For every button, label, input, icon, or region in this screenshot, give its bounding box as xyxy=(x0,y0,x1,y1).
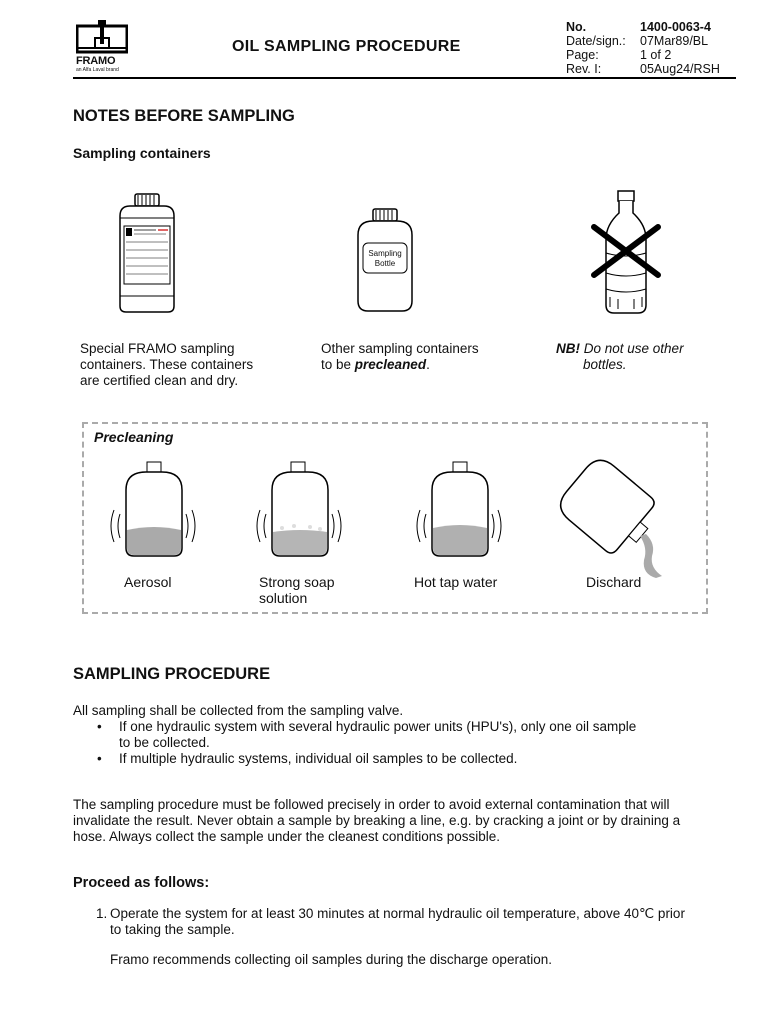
sampling-containers-heading: Sampling containers xyxy=(73,145,211,161)
aerosol-shake-illustration xyxy=(102,460,204,560)
document-info-table xyxy=(566,20,730,76)
bullet-line: to be collected. xyxy=(119,735,210,750)
step-1-note: Framo recommends collecting oil samples during the discharge operation. xyxy=(110,952,552,967)
revision-row xyxy=(566,62,730,76)
step-line: Operate the system for at least 30 minutes at normal hydraulic oil temperature, above 40℃ prior xyxy=(110,906,685,921)
date-sign-label: Date/sign.: xyxy=(566,34,626,48)
document-title: OIL SAMPLING PROCEDURE xyxy=(232,38,461,55)
step-caption-soap xyxy=(259,574,335,606)
crossed-out-bottle-icon xyxy=(588,189,664,317)
list-item xyxy=(73,719,713,751)
other-container-caption xyxy=(321,341,479,373)
paragraph-line: hose. Always collect the sample under the cleanest conditions possible. xyxy=(73,829,500,844)
bullet-line: • If one hydraulic system with several hydraulic power units (HPU's), only one oil sample xyxy=(119,719,637,734)
page-row xyxy=(566,48,730,62)
bullet-line: • If multiple hydraulic systems, individual oil samples to be collected. xyxy=(119,751,518,766)
other-caption-line: Other sampling containers xyxy=(321,341,479,356)
other-caption-post: . xyxy=(426,357,430,372)
discharge-bottle-illustration xyxy=(560,452,672,584)
step-1-text xyxy=(110,906,730,938)
sampling-procedure-heading: SAMPLING PROCEDURE xyxy=(73,665,271,683)
revision-label: Rev. I: xyxy=(566,62,602,76)
step-caption-line: Strong soap xyxy=(259,574,335,590)
page-value: 1 of 2 xyxy=(640,48,672,62)
procedure-paragraph xyxy=(73,797,733,845)
procedure-intro: All sampling shall be collected from the sampling valve. xyxy=(73,703,404,718)
page-label: Page: xyxy=(566,48,599,62)
step-line: to taking the sample. xyxy=(110,922,235,937)
bottle-label-text: Sampling Bottle xyxy=(368,249,402,268)
procedure-bullet-list xyxy=(73,719,713,767)
hot-water-shake-illustration xyxy=(408,460,510,560)
doc-number-value: 1400-0063-4 xyxy=(640,20,711,34)
date-sign-row xyxy=(566,34,730,48)
proceed-heading: Proceed as follows: xyxy=(73,875,210,891)
precleaning-title: Precleaning xyxy=(94,429,174,445)
paragraph-line: invalidate the result. Never obtain a sample by breaking a line, e.g. by cracking a joint or by draining a xyxy=(73,813,681,828)
precleaned-emphasis: precleaned xyxy=(354,357,427,372)
other-caption-line xyxy=(321,357,479,373)
doc-number-label: No. xyxy=(566,20,587,34)
header-divider xyxy=(73,77,736,79)
logo-wordmark: FRAMO xyxy=(76,55,116,67)
logo-tagline: an Alfa Laval brand xyxy=(76,67,119,73)
nb-label: NB! xyxy=(556,341,580,356)
nb-text: Do not use other xyxy=(580,341,684,356)
step-caption-aerosol: Aerosol xyxy=(124,574,172,590)
notes-heading: NOTES BEFORE SAMPLING xyxy=(73,107,295,125)
date-sign-value: 07Mar89/BL xyxy=(640,34,709,48)
framo-caption-line: are certified clean and dry. xyxy=(80,373,239,388)
framo-container-caption xyxy=(80,341,253,389)
doc-number-row xyxy=(566,20,730,34)
paragraph-line: The sampling procedure must be followed precisely in order to avoid external contamination that will xyxy=(73,797,670,812)
framo-caption-line: containers. These containers xyxy=(80,357,254,372)
step-1-number: 1. xyxy=(96,906,108,921)
revision-value: 05Aug24/RSH xyxy=(640,62,720,76)
step-caption-line: solution xyxy=(259,590,308,606)
warning-caption-line xyxy=(556,341,684,357)
framo-caption-line: Special FRAMO sampling xyxy=(80,341,235,356)
soap-shake-illustration xyxy=(248,460,350,560)
step-caption-dischard: Dischard xyxy=(586,574,642,590)
nb-line-2: bottles. xyxy=(583,357,627,372)
step-caption-hot-water: Hot tap water xyxy=(414,574,498,590)
warning-caption xyxy=(556,341,684,373)
other-caption-pre: to be xyxy=(321,357,355,372)
framo-container-illustration xyxy=(116,192,178,316)
list-item xyxy=(73,751,713,767)
